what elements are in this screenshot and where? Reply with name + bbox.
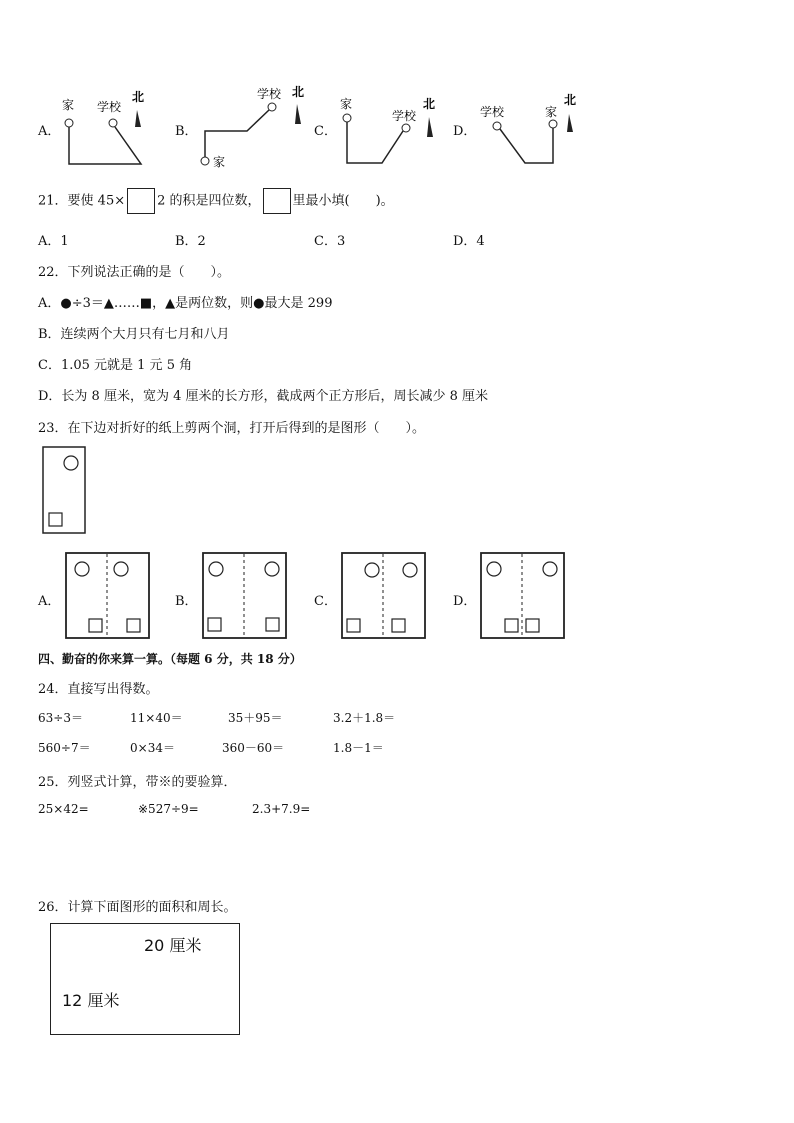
q23-option-c-letter[interactable]: C． xyxy=(314,594,337,609)
q25-stem: 25．列竖式计算，带※的要验算． xyxy=(38,775,237,790)
square-hole xyxy=(89,619,102,632)
q21-option-a[interactable]: A．1 xyxy=(38,234,69,249)
square-hole xyxy=(392,619,405,632)
q20-map-d xyxy=(473,88,588,170)
square-hole xyxy=(505,619,518,632)
north-arrow-icon xyxy=(135,110,141,127)
q24-item: 63÷3＝ xyxy=(38,711,83,725)
q20-option-a-letter[interactable]: A． xyxy=(38,124,61,139)
north-label: 北 xyxy=(292,85,305,99)
q22-option-a[interactable]: A．●÷3＝▲……■，▲是两位数，则●最大是 299 xyxy=(38,296,333,311)
square-hole xyxy=(208,618,221,631)
q24-item: 360－60＝ xyxy=(222,741,285,755)
width-label: 12 厘米 xyxy=(62,991,120,1010)
school-marker xyxy=(268,103,276,111)
q22-option-b[interactable]: B．连续两个大月只有七月和八月 xyxy=(38,327,230,342)
q21-middle: 2 的积是四位数， xyxy=(157,193,261,209)
length-label: 20 厘米 xyxy=(144,936,202,955)
home-marker xyxy=(343,114,351,122)
school-label: 学校 xyxy=(257,87,282,101)
route-line xyxy=(205,110,269,157)
q20-option-b-letter[interactable]: B． xyxy=(175,124,198,139)
q22-option-c[interactable]: C．1.05 元就是 1 元 5 角 xyxy=(38,358,193,373)
circle-hole xyxy=(64,456,78,470)
north-arrow-icon xyxy=(427,117,433,137)
circle-hole xyxy=(487,562,501,576)
q20-map-c xyxy=(334,90,444,170)
q21-option-c[interactable]: C．3 xyxy=(314,234,346,249)
north-arrow-icon xyxy=(295,104,301,124)
q24-item: 11×40＝ xyxy=(130,711,183,725)
q25-item: ※527÷9= xyxy=(138,802,199,816)
square-hole xyxy=(49,513,62,526)
q21-option-d[interactable]: D．4 xyxy=(453,234,485,249)
q25-item: 2.3+7.9= xyxy=(252,802,311,816)
q23-option-a-letter[interactable]: A． xyxy=(38,594,61,609)
north-label: 北 xyxy=(423,97,436,111)
q21-suffix: 里最小填( )。 xyxy=(292,193,394,209)
circle-hole xyxy=(209,562,223,576)
school-marker xyxy=(109,119,117,127)
school-label: 学校 xyxy=(97,100,122,114)
q24-item: 0×34＝ xyxy=(130,741,175,755)
school-marker xyxy=(493,122,501,130)
q23-stem: 23．在下边对折好的纸上剪两个洞，打开后得到的是图形（ ）。 xyxy=(38,421,426,436)
q20-map-b xyxy=(195,82,310,172)
q20-map-a xyxy=(55,85,155,170)
q21-option-b[interactable]: B．2 xyxy=(175,234,206,249)
q23-option-d-letter[interactable]: D． xyxy=(453,594,477,609)
q24-item: 560÷7＝ xyxy=(38,741,91,755)
route-line xyxy=(347,122,403,163)
north-label: 北 xyxy=(564,93,577,107)
q23-figure-d[interactable] xyxy=(480,552,566,640)
q21-stem xyxy=(38,188,394,214)
square-hole xyxy=(127,619,140,632)
circle-hole xyxy=(75,562,89,576)
q26-rectangle xyxy=(50,923,240,1035)
home-label: 家 xyxy=(62,98,75,112)
q24-item: 3.2＋1.8＝ xyxy=(333,711,396,725)
q25-item: 25×42= xyxy=(38,802,89,816)
circle-hole xyxy=(403,563,417,577)
home-label: 家 xyxy=(340,97,353,111)
circle-hole xyxy=(365,563,379,577)
home-marker xyxy=(201,157,209,165)
answer-box[interactable] xyxy=(127,188,155,214)
school-label: 学校 xyxy=(392,109,417,123)
q23-option-b-letter[interactable]: B． xyxy=(175,594,198,609)
route-line xyxy=(500,128,553,163)
route-line xyxy=(69,127,141,164)
q20-option-c-letter[interactable]: C． xyxy=(314,124,337,139)
circle-hole xyxy=(265,562,279,576)
school-label: 学校 xyxy=(480,105,505,119)
answer-box[interactable] xyxy=(263,188,291,214)
circle-hole xyxy=(114,562,128,576)
q23-figure-a[interactable] xyxy=(65,552,151,640)
q24-item: 35＋95＝ xyxy=(228,711,283,725)
q24-stem: 24．直接写出得数。 xyxy=(38,682,159,697)
home-marker xyxy=(65,119,73,127)
q24-item: 1.8－1＝ xyxy=(333,741,384,755)
q26-stem: 26．计算下面图形的面积和周长。 xyxy=(38,900,237,915)
q22-stem: 22．下列说法正确的是（ ）。 xyxy=(38,265,231,280)
square-hole xyxy=(347,619,360,632)
home-label: 家 xyxy=(545,105,558,119)
home-label: 家 xyxy=(213,155,226,169)
section-4-title: 四、勤奋的你来算一算。（每题 6 分，共 18 分） xyxy=(38,652,302,666)
q23-figure-c[interactable] xyxy=(341,552,427,640)
school-marker xyxy=(402,124,410,132)
home-marker xyxy=(549,120,557,128)
square-hole xyxy=(266,618,279,631)
north-arrow-icon xyxy=(567,114,573,132)
circle-hole xyxy=(543,562,557,576)
q23-figure-b[interactable] xyxy=(202,552,288,640)
square-hole xyxy=(526,619,539,632)
q20-option-d-letter[interactable]: D． xyxy=(453,124,477,139)
q21-prefix: 21．要使 45× xyxy=(38,193,126,209)
north-label: 北 xyxy=(132,90,145,104)
q23-folded-paper xyxy=(42,446,88,536)
q22-option-d[interactable]: D．长为 8 厘米，宽为 4 厘米的长方形，截成两个正方形后，周长减少 8 厘米 xyxy=(38,389,489,404)
